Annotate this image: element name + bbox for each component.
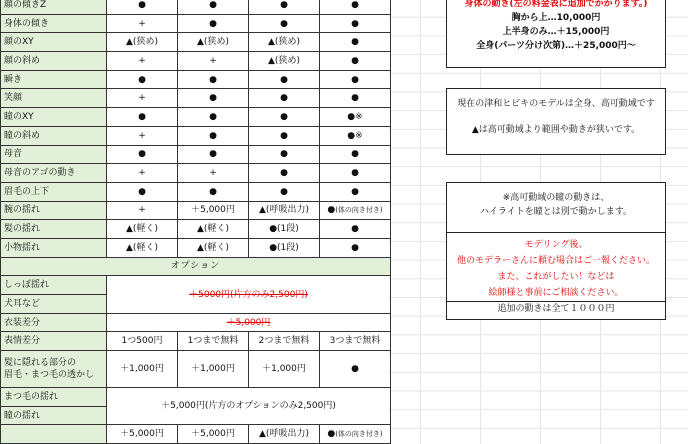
model-info-line: ▲は高可動域より範囲や動きが狭いです。 <box>471 125 641 135</box>
row-cell: ● <box>249 70 320 89</box>
row-cell: ● <box>249 14 320 33</box>
dog-ears-label: 犬耳など <box>1 295 107 314</box>
cell-dot: ● <box>327 429 336 440</box>
table-row <box>1 33 391 52</box>
row-label: 腕の揺れ <box>1 201 107 220</box>
pupil-note <box>447 183 665 233</box>
row-cell: ● <box>178 14 249 33</box>
hidden-parts-label-line: 眉毛・まつ毛の透かし <box>4 370 95 381</box>
row-cell: + <box>107 164 178 183</box>
lash-sway-label: まつ毛の揺れ <box>1 388 107 407</box>
body-motion-title: 身体の動き(左の料金表に追加でかかります。) <box>464 0 648 9</box>
row-cell: ●(1段) <box>249 238 320 257</box>
row-label: 母音のアゴの動き <box>1 164 107 183</box>
row-cell: ● <box>320 52 391 71</box>
options-header: オプション <box>1 257 391 276</box>
table-row <box>1 351 391 388</box>
expression-value: 3つまで無料 <box>320 332 391 351</box>
table-row <box>1 126 391 145</box>
row-label: 髪の揺れ <box>1 220 107 239</box>
row-cell: ● <box>320 89 391 108</box>
expression-label: 表情差分 <box>1 332 107 351</box>
expression-value: 1つ500円 <box>107 332 178 351</box>
row-label: 顔のXY <box>1 33 107 52</box>
row-label: 顔の斜め <box>1 52 107 71</box>
row-cell: ● <box>249 89 320 108</box>
row-cell: ● <box>107 70 178 89</box>
extra-motion-note: 追加の動きは全て１０００円 <box>497 304 615 314</box>
cell-dot: ● <box>327 205 336 216</box>
body-motion-line: 全身(パーツ分け次第)…＋25,000円〜 <box>476 41 636 51</box>
row-cell: ● <box>107 145 178 164</box>
table-row <box>1 145 391 164</box>
row-cell: ▲(狭め) <box>178 33 249 52</box>
empty-label <box>1 425 107 444</box>
row-cell: ● <box>178 70 249 89</box>
tail-price: ＋5000円(片方のみ2,500円) <box>107 276 391 313</box>
row-cell: ▲(軽く) <box>178 220 249 239</box>
row-cell: ● <box>178 126 249 145</box>
row-label: 母音 <box>1 145 107 164</box>
row-cell: ●(1段) <box>249 220 320 239</box>
options-header-row <box>1 257 391 276</box>
row-cell: ● <box>320 33 391 52</box>
pupil-note-line: ハイライトを瞳とは別で動かします。 <box>479 207 632 217</box>
row-cell: ● <box>320 70 391 89</box>
modeling-note-line: 他のモデラーさんに頼む場合はご一報ください。 <box>456 256 655 266</box>
table-row <box>1 388 391 407</box>
hidden-parts-label <box>1 351 107 388</box>
modeling-note-line: モデリング後、 <box>524 240 588 250</box>
row-cell: ● <box>320 164 391 183</box>
table-row <box>1 14 391 33</box>
table-row <box>1 108 391 127</box>
table-row <box>1 52 391 71</box>
hidden-parts-value: ＋1,000円 <box>107 351 178 388</box>
table-row <box>1 332 391 351</box>
row-cell: + <box>178 52 249 71</box>
hidden-parts-value: ● <box>320 351 391 388</box>
notes-box <box>446 182 666 320</box>
row-cell: ● <box>249 145 320 164</box>
row-cell: ▲(狭め) <box>107 33 178 52</box>
row-cell: ▲(狭め) <box>249 52 320 71</box>
tail-label: しっぽ揺れ <box>1 276 107 295</box>
table-row <box>1 201 391 220</box>
row-cell: + <box>107 89 178 108</box>
row-cell: ● <box>178 0 249 14</box>
expression-value: 2つまで無料 <box>249 332 320 351</box>
row-label: 身体の傾き <box>1 14 107 33</box>
row-cell: ● <box>249 182 320 201</box>
row-cell: ● <box>320 182 391 201</box>
model-info-box <box>446 88 666 155</box>
table-row <box>1 89 391 108</box>
row-cell: ●※ <box>320 126 391 145</box>
body-motion-line: 胸から上…10,000円 <box>511 13 601 23</box>
expression-value: 1つまで無料 <box>178 332 249 351</box>
row-label: 瞳のXY <box>1 108 107 127</box>
row-cell: ● <box>249 0 320 14</box>
row-label: 瞳の斜め <box>1 126 107 145</box>
row-cell: ▲(軽く) <box>178 238 249 257</box>
row-cell <box>320 201 391 220</box>
modeling-note-line: 絵師様と事前にご相談ください。 <box>488 288 624 298</box>
last-value: ▲(呼吸出力) <box>249 425 320 444</box>
row-cell: ● <box>249 108 320 127</box>
row-cell: ● <box>320 220 391 239</box>
row-cell: + <box>178 164 249 183</box>
last-value: ＋5,000円 <box>178 425 249 444</box>
table-row <box>1 276 391 295</box>
body-direction-note: (体の向き付き) <box>335 430 383 439</box>
row-label: 眉毛の上下 <box>1 182 107 201</box>
pupil-note-line: ※高可動域の瞳の動きは、 <box>502 193 610 203</box>
row-cell: ▲(呼吸出力) <box>249 201 320 220</box>
body-motion-line: 上半身のみ…＋15,000円 <box>502 27 610 37</box>
row-cell: + <box>107 201 178 220</box>
row-cell: ● <box>249 126 320 145</box>
costume-price: ＋5,000円 <box>107 313 391 332</box>
row-cell: ● <box>107 182 178 201</box>
modeling-note <box>447 233 665 302</box>
row-cell: ● <box>320 145 391 164</box>
table-row <box>1 238 391 257</box>
row-label: 小物揺れ <box>1 238 107 257</box>
model-info-line: 現在の津和ヒビキのモデルは全身、高可動域です <box>457 99 655 109</box>
pupil-sway-label: 瞳の揺れ <box>1 406 107 425</box>
row-cell: + <box>107 126 178 145</box>
table-row <box>1 70 391 89</box>
body-direction-note: (体の向き付き) <box>335 206 383 215</box>
row-label: 顔の傾きZ <box>1 0 107 14</box>
row-cell: ▲(軽く) <box>107 238 178 257</box>
last-value: ＋5,000円 <box>107 425 178 444</box>
hidden-parts-value: ＋1,000円 <box>249 351 320 388</box>
row-cell: ● <box>320 0 391 14</box>
row-label: 笑顔 <box>1 89 107 108</box>
row-cell: ● <box>178 89 249 108</box>
row-cell: ● <box>320 238 391 257</box>
row-cell: ● <box>107 108 178 127</box>
row-cell: ▲(狭め) <box>249 33 320 52</box>
table-row <box>1 0 391 14</box>
row-cell: ● <box>178 108 249 127</box>
modeling-note-line: また、これがしたい！などは <box>497 272 615 282</box>
feature-rows <box>1 0 391 257</box>
row-label: 瞬き <box>1 70 107 89</box>
row-cell: ● <box>178 182 249 201</box>
row-cell: ● <box>249 164 320 183</box>
costume-label: 衣装差分 <box>1 313 107 332</box>
row-cell: ● <box>320 14 391 33</box>
hidden-parts-label-line: 髪に隠れる部分の <box>4 358 77 369</box>
table-row <box>1 220 391 239</box>
table-row <box>1 425 391 444</box>
body-motion-box <box>446 0 666 68</box>
row-cell: ▲(軽く) <box>107 220 178 239</box>
row-cell: + <box>107 14 178 33</box>
row-cell: ＋5,000円 <box>178 201 249 220</box>
table-row <box>1 313 391 332</box>
row-cell: ● <box>178 145 249 164</box>
row-cell: ●※ <box>320 108 391 127</box>
hidden-parts-value: ＋1,000円 <box>178 351 249 388</box>
last-value <box>320 425 391 444</box>
row-cell: + <box>107 52 178 71</box>
table-row <box>1 164 391 183</box>
options-section <box>1 257 391 444</box>
lash-pupil-price: ＋5,000円(片方のオプションのみ2,500円) <box>107 388 391 425</box>
table-row <box>1 182 391 201</box>
row-cell: ● <box>107 0 178 14</box>
